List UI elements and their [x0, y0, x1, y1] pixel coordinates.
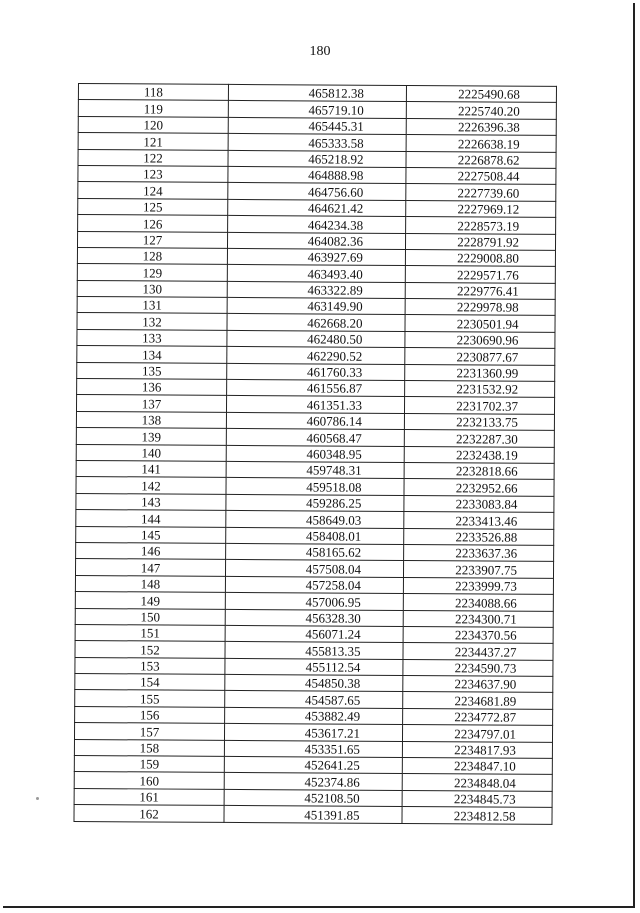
y-coordinate-cell: 2234637.90 [403, 676, 553, 693]
point-number-cell: 139 [76, 428, 226, 445]
x-coordinate-cell: 463322.89 [227, 281, 405, 298]
point-number-cell: 142 [76, 477, 226, 494]
y-coordinate-cell: 2228573.19 [406, 217, 556, 234]
coordinate-table-body [74, 84, 556, 824]
y-coordinate-cell: 2234590.73 [403, 659, 553, 676]
y-coordinate-cell: 2233413.46 [404, 512, 554, 529]
y-coordinate-cell: 2229571.76 [405, 266, 555, 283]
y-coordinate-cell: 2234437.27 [403, 643, 553, 660]
point-number-cell: 136 [77, 379, 227, 396]
y-coordinate-cell: 2230501.94 [405, 315, 555, 332]
x-coordinate-cell: 462290.52 [227, 347, 405, 364]
x-coordinate-cell: 459286.25 [226, 494, 404, 511]
point-number-cell: 144 [76, 510, 226, 527]
point-number-cell: 154 [75, 674, 225, 691]
x-coordinate-cell: 461351.33 [226, 396, 404, 413]
x-coordinate-cell: 461760.33 [227, 363, 405, 380]
coordinate-table-container [73, 83, 556, 824]
x-coordinate-cell: 464756.60 [228, 183, 406, 200]
x-coordinate-cell: 457006.95 [225, 593, 403, 610]
x-coordinate-cell: 465333.58 [228, 134, 406, 151]
point-number-cell: 158 [74, 739, 224, 756]
x-coordinate-cell: 457508.04 [225, 560, 403, 577]
page-number: 180 [309, 44, 331, 59]
point-number-cell: 153 [75, 657, 225, 674]
x-coordinate-cell: 460568.47 [226, 429, 404, 446]
y-coordinate-cell: 2227508.44 [406, 167, 556, 184]
point-number-cell: 134 [77, 346, 227, 363]
x-coordinate-cell: 462480.50 [227, 330, 405, 347]
coordinate-table [73, 83, 557, 824]
y-coordinate-cell: 2226878.62 [406, 151, 556, 168]
y-coordinate-cell: 2226638.19 [406, 135, 556, 152]
y-coordinate-cell: 2230690.96 [405, 331, 555, 348]
y-coordinate-cell: 2227739.60 [406, 184, 556, 201]
table-row [74, 805, 552, 824]
y-coordinate-cell: 2229776.41 [405, 282, 555, 299]
point-number-cell: 130 [77, 280, 227, 297]
x-coordinate-cell: 457258.04 [225, 576, 403, 593]
x-coordinate-cell: 454850.38 [225, 674, 403, 691]
point-number-cell: 124 [78, 182, 228, 199]
x-coordinate-cell: 463927.69 [227, 248, 405, 265]
y-coordinate-cell: 2234797.01 [402, 725, 552, 742]
x-coordinate-cell: 452641.25 [224, 756, 402, 773]
x-coordinate-cell: 451391.85 [224, 806, 402, 823]
y-coordinate-cell: 2233637.36 [404, 544, 554, 561]
point-number-cell: 145 [76, 526, 226, 543]
x-coordinate-cell: 458408.01 [226, 527, 404, 544]
x-coordinate-cell: 460348.95 [226, 445, 404, 462]
point-number-cell: 131 [77, 297, 227, 314]
y-coordinate-cell: 2228791.92 [405, 233, 555, 250]
point-number-cell: 140 [76, 444, 226, 461]
x-coordinate-cell: 463493.40 [227, 265, 405, 282]
x-coordinate-cell: 465812.38 [228, 84, 406, 101]
point-number-cell: 133 [77, 329, 227, 346]
y-coordinate-cell: 2225490.68 [406, 86, 556, 103]
y-coordinate-cell: 2232952.66 [404, 479, 554, 496]
y-coordinate-cell: 2227969.12 [406, 200, 556, 217]
x-coordinate-cell: 464621.42 [228, 199, 406, 216]
point-number-cell: 132 [77, 313, 227, 330]
point-number-cell: 149 [75, 592, 225, 609]
y-coordinate-cell: 2233999.73 [403, 577, 553, 594]
scan-speck [36, 797, 39, 800]
y-coordinate-cell: 2231532.92 [405, 381, 555, 398]
point-number-cell: 157 [74, 723, 224, 740]
x-coordinate-cell: 452374.86 [224, 773, 402, 790]
point-number-cell: 156 [75, 706, 225, 723]
point-number-cell: 125 [78, 198, 228, 215]
x-coordinate-cell: 453882.49 [225, 707, 403, 724]
x-coordinate-cell: 458165.62 [226, 543, 404, 560]
point-number-cell: 129 [77, 264, 227, 281]
x-coordinate-cell: 459518.08 [226, 478, 404, 495]
y-coordinate-cell: 2234300.71 [403, 610, 553, 627]
point-number-cell: 148 [75, 575, 225, 592]
x-coordinate-cell: 461556.87 [227, 379, 405, 396]
point-number-cell: 121 [78, 133, 228, 150]
point-number-cell: 135 [77, 362, 227, 379]
point-number-cell: 120 [78, 116, 228, 133]
x-coordinate-cell: 455813.35 [225, 642, 403, 659]
point-number-cell: 143 [76, 493, 226, 510]
y-coordinate-cell: 2229008.80 [405, 249, 555, 266]
x-coordinate-cell: 453351.65 [224, 740, 402, 757]
point-number-cell: 155 [75, 690, 225, 707]
point-number-cell: 152 [75, 641, 225, 658]
y-coordinate-cell: 2234845.73 [402, 790, 552, 807]
point-number-cell: 150 [75, 608, 225, 625]
point-number-cell: 161 [74, 788, 224, 805]
point-number-cell: 137 [76, 395, 226, 412]
x-coordinate-cell: 452108.50 [224, 789, 402, 806]
point-number-cell: 146 [76, 542, 226, 559]
point-number-cell: 159 [74, 756, 224, 773]
x-coordinate-cell: 465445.31 [228, 117, 406, 134]
x-coordinate-cell: 453617.21 [224, 724, 402, 741]
y-coordinate-cell: 2234681.89 [403, 692, 553, 709]
point-number-cell: 118 [78, 84, 228, 101]
point-number-cell: 128 [77, 247, 227, 264]
x-coordinate-cell: 459748.31 [226, 461, 404, 478]
x-coordinate-cell: 456328.30 [225, 609, 403, 626]
x-coordinate-cell: 462668.20 [227, 314, 405, 331]
y-coordinate-cell: 2232133.75 [404, 413, 554, 430]
y-coordinate-cell: 2232818.66 [404, 462, 554, 479]
point-number-cell: 138 [76, 411, 226, 428]
y-coordinate-cell: 2226396.38 [406, 118, 556, 135]
x-coordinate-cell: 460786.14 [226, 412, 404, 429]
y-coordinate-cell: 2231360.99 [405, 364, 555, 381]
x-coordinate-cell: 456071.24 [225, 625, 403, 642]
y-coordinate-cell: 2234370.56 [403, 626, 553, 643]
point-number-cell: 126 [78, 215, 228, 232]
point-number-cell: 127 [77, 231, 227, 248]
y-coordinate-cell: 2234088.66 [403, 594, 553, 611]
point-number-cell: 162 [74, 805, 224, 822]
y-coordinate-cell: 2233907.75 [403, 561, 553, 578]
point-number-cell: 141 [76, 460, 226, 477]
y-coordinate-cell: 2234817.93 [402, 741, 552, 758]
y-coordinate-cell: 2232287.30 [404, 430, 554, 447]
y-coordinate-cell: 2234772.87 [403, 708, 553, 725]
y-coordinate-cell: 2233083.84 [404, 495, 554, 512]
x-coordinate-cell: 465719.10 [228, 101, 406, 118]
point-number-cell: 123 [78, 165, 228, 182]
x-coordinate-cell: 458649.03 [226, 511, 404, 528]
y-coordinate-cell: 2233526.88 [404, 528, 554, 545]
x-coordinate-cell: 464888.98 [228, 166, 406, 183]
point-number-cell: 151 [75, 624, 225, 641]
y-coordinate-cell: 2234848.04 [402, 774, 552, 791]
x-coordinate-cell: 464234.38 [228, 216, 406, 233]
y-coordinate-cell: 2231702.37 [404, 397, 554, 414]
y-coordinate-cell: 2229978.98 [405, 299, 555, 316]
point-number-cell: 147 [75, 559, 225, 576]
x-coordinate-cell: 455112.54 [225, 658, 403, 675]
x-coordinate-cell: 454587.65 [225, 691, 403, 708]
x-coordinate-cell: 463149.90 [227, 297, 405, 314]
point-number-cell: 119 [78, 100, 228, 117]
y-coordinate-cell: 2232438.19 [404, 446, 554, 463]
x-coordinate-cell: 465218.92 [228, 150, 406, 167]
point-number-cell: 122 [78, 149, 228, 166]
y-coordinate-cell: 2225740.20 [406, 102, 556, 119]
point-number-cell: 160 [74, 772, 224, 789]
y-coordinate-cell: 2234812.58 [402, 807, 552, 824]
y-coordinate-cell: 2230877.67 [405, 348, 555, 365]
y-coordinate-cell: 2234847.10 [402, 758, 552, 775]
x-coordinate-cell: 464082.36 [227, 232, 405, 249]
